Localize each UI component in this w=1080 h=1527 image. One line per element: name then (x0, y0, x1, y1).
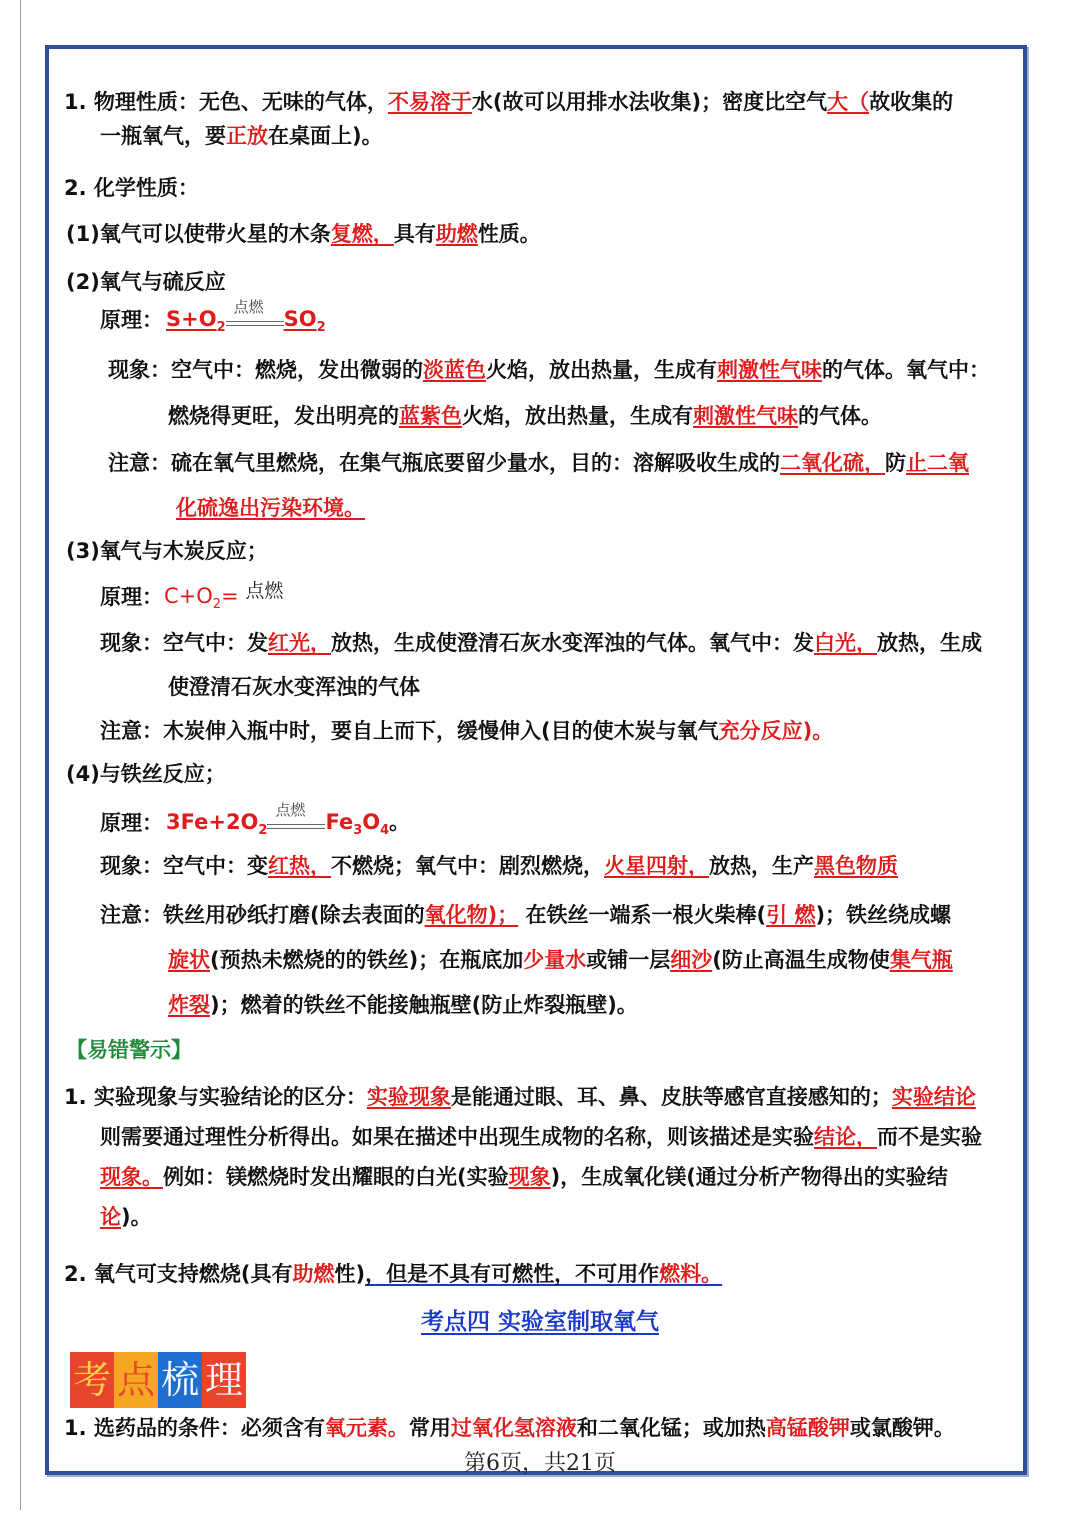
text: 在铁丝一端系一根火柴棒( (518, 903, 767, 927)
carbon-equation (164, 582, 283, 619)
combustion-support-line (66, 220, 541, 248)
highlight: 少量水 (523, 948, 587, 972)
highlight: 不易溶于 (387, 90, 472, 114)
condition (226, 298, 284, 334)
warning-2 (64, 1260, 722, 1288)
product: SO (283, 307, 317, 331)
highlight: 红热， (268, 854, 331, 878)
highlight: 集气瓶 (889, 948, 953, 972)
highlight: 实验现象 (366, 1085, 451, 1109)
underlined-text: ，但是不具有可燃性，不可用作 (365, 1262, 660, 1286)
chemical-properties-heading: 2. 化学性质： (64, 176, 199, 200)
page-footer: 第6页，共21页 (464, 1451, 616, 1476)
iron-note-line-2 (168, 946, 953, 974)
carbon-phenomenon-line-1 (100, 629, 982, 657)
carbon-note (100, 717, 833, 745)
iron-principle-label: 原理： (100, 811, 163, 835)
text: 性) (334, 1262, 366, 1286)
text: 火焰，放出热量，生成有 (462, 404, 693, 428)
highlight: 充分反应)。 (718, 719, 834, 743)
text: )。 (121, 1205, 152, 1229)
iron-heading: (4)与铁丝反应； (66, 762, 226, 786)
highlight: 蓝紫色 (399, 404, 462, 428)
highlight: 现象。 (100, 1165, 163, 1189)
text: 放热，生成使澄清石灰水变浑浊的气体。氧气中：发 (331, 631, 814, 655)
sulfur-phenomenon-line-2 (168, 402, 882, 430)
text: 和二氧化锰；或加热 (576, 1416, 766, 1440)
iron-note-line-1 (100, 901, 951, 929)
product: Fe (325, 810, 354, 834)
sulfur-note-line-1 (108, 449, 969, 477)
text: 或铺一层 (586, 948, 671, 972)
sulfur-equation (166, 298, 326, 336)
reactants: 3Fe+2O (166, 810, 259, 834)
text: 1. 实验现象与实验结论的区分： (64, 1085, 367, 1109)
carbon-phenomenon-line-2: 使澄清石灰水变浑浊的气体 (168, 675, 420, 699)
physical-properties-line-1 (64, 88, 953, 116)
sulfur-heading: (2)氧气与硫反应 (66, 270, 226, 294)
highlight: 过氧化氢溶液 (450, 1416, 577, 1440)
iron-note-line-3 (168, 991, 638, 1019)
condition (267, 801, 325, 837)
highlight: 刺激性气味 (717, 358, 822, 382)
text: 现象：空气中：发 (100, 631, 268, 655)
text: 燃烧得更旺，发出明亮的 (168, 404, 399, 428)
reagent-selection-line (64, 1414, 955, 1442)
text: 则需要通过理性分析得出。如果在描述中出现生成物的名称，则该描述是实验 (100, 1125, 814, 1149)
badge-char-1: 考 (70, 1352, 114, 1408)
highlight: 炸裂 (168, 993, 210, 1017)
text: 1. 物理性质：无色、无味的气体， (64, 90, 388, 114)
text: 防 (885, 451, 906, 475)
text: )；燃着的铁丝不能接触瓶壁(防止炸裂瓶壁)。 (210, 993, 638, 1017)
badge-char-3: 梳 (158, 1352, 202, 1408)
sulfur-phenomenon-line-1 (108, 356, 990, 384)
text: 放热，生产 (709, 854, 814, 878)
highlight: 二氧化硫， (780, 451, 885, 475)
key-points-badge (70, 1352, 246, 1408)
highlight: 旋状 (168, 948, 210, 972)
product: O (362, 810, 381, 834)
text: 水(故可以用排水法收集)；密度比空气 (471, 90, 828, 114)
highlight: 实验结论 (891, 1085, 976, 1109)
text: 1. 选药品的条件：必须含有 (64, 1416, 325, 1440)
equals-sign: = (221, 584, 239, 608)
subscript: 2 (216, 320, 226, 336)
text: 一瓶氧气，要 (100, 124, 226, 148)
physical-properties-line-2 (100, 122, 383, 150)
page-margin-line (20, 0, 21, 1510)
subscript: 3 (353, 823, 363, 839)
condition-text: 点燃 (275, 801, 306, 819)
period: 。 (389, 810, 411, 834)
text: 现象：空气中：燃烧，发出微弱的 (108, 358, 423, 382)
text: (防止高温生成物使 (712, 948, 890, 972)
text: 放热，生成 (877, 631, 982, 655)
subscript: 2 (258, 823, 268, 839)
highlight: 高锰酸钾 (765, 1416, 850, 1440)
sulfur-note-line-2: 化硫逸出污染环境。 (176, 496, 365, 520)
text: 例如：镁燃烧时发出耀眼的白光(实验 (163, 1165, 509, 1189)
highlight: 助燃 (292, 1262, 335, 1286)
text: 2. 氧气可支持燃烧(具有 (64, 1262, 293, 1286)
highlight: 助燃 (435, 222, 478, 246)
text: 火焰，放出热量，生成有 (486, 358, 717, 382)
highlight: 正放 (226, 124, 268, 148)
highlight: 黑色物质 (814, 854, 898, 878)
highlight: 火星四射， (604, 854, 709, 878)
warning-1-line-3 (100, 1163, 948, 1191)
text: 现象：空气中：变 (100, 854, 268, 878)
subscript: 2 (316, 320, 326, 336)
text: 而不是实验 (877, 1125, 982, 1149)
highlight: 红光， (268, 631, 331, 655)
iron-phenomenon (100, 852, 898, 880)
highlight: 复燃， (330, 222, 394, 246)
carbon-heading: (3)氧气与木炭反应； (66, 539, 268, 563)
reactants: S+O (166, 307, 217, 331)
highlight: 结论， (814, 1125, 877, 1149)
condition-text: 点燃 (233, 298, 264, 316)
text: (预热未燃烧的的铁丝)；在瓶底加 (210, 948, 524, 972)
text: 的气体。氧气中： (822, 358, 990, 382)
text: 注意：铁丝用砂纸打磨(除去表面的 (100, 903, 425, 927)
badge-char-2: 点 (114, 1352, 158, 1408)
text: 是能通过眼、耳、鼻、皮肤等感官直接感知的； (450, 1085, 892, 1109)
text: 注意：硫在氧气里燃烧，在集气瓶底要留少量水，目的：溶解吸收生成的 (108, 451, 780, 475)
condition-text: 点燃 (245, 580, 284, 602)
highlight: 大（ (827, 90, 870, 114)
text: 在桌面上)。 (268, 124, 383, 148)
warning-title: 【易错警示】 (66, 1038, 192, 1062)
subscript: 4 (380, 823, 390, 839)
highlight: 燃料。 (659, 1262, 723, 1286)
highlight: 刺激性气味 (693, 404, 798, 428)
warning-1-line-1 (64, 1083, 976, 1111)
highlight: 细沙 (670, 948, 713, 972)
text: )；铁丝绕成螺 (815, 903, 952, 927)
text: 的气体。 (798, 404, 882, 428)
highlight: 引 燃 (766, 903, 816, 927)
section-4-title: 考点四 实验室制取氧气 (420, 1309, 659, 1335)
text: 具有 (393, 222, 436, 246)
text: 性质。 (477, 222, 541, 246)
sulfur-principle-label: 原理： (100, 308, 163, 332)
highlight: 氧化物)； (424, 903, 519, 927)
highlight: 论 (100, 1205, 121, 1229)
reactants: C+O (164, 584, 213, 608)
badge-char-4: 理 (202, 1352, 246, 1408)
warning-1-line-4 (100, 1203, 152, 1231)
text: 常用 (408, 1416, 451, 1440)
highlight: 氧元素。 (324, 1416, 409, 1440)
subscript: 2 (212, 597, 222, 613)
text: 故收集的 (869, 90, 954, 114)
iron-equation (166, 801, 411, 839)
carbon-principle-label: 原理： (100, 585, 163, 609)
text: 或氯酸钾。 (849, 1416, 955, 1440)
highlight: 止二氧 (906, 451, 969, 475)
highlight: 淡蓝色 (423, 358, 486, 382)
warning-1-line-2 (100, 1123, 982, 1151)
text: (1)氧气可以使带火星的木条 (66, 222, 331, 246)
highlight: 现象 (508, 1165, 551, 1189)
highlight: 白光， (814, 631, 877, 655)
text: 不燃烧；氧气中：剧烈燃烧， (331, 854, 604, 878)
text: )，生成氧化镁(通过分析产物得出的实验结 (550, 1165, 948, 1189)
text: 注意：木炭伸入瓶中时，要自上而下，缓慢伸入(目的使木炭与氧气 (100, 719, 719, 743)
